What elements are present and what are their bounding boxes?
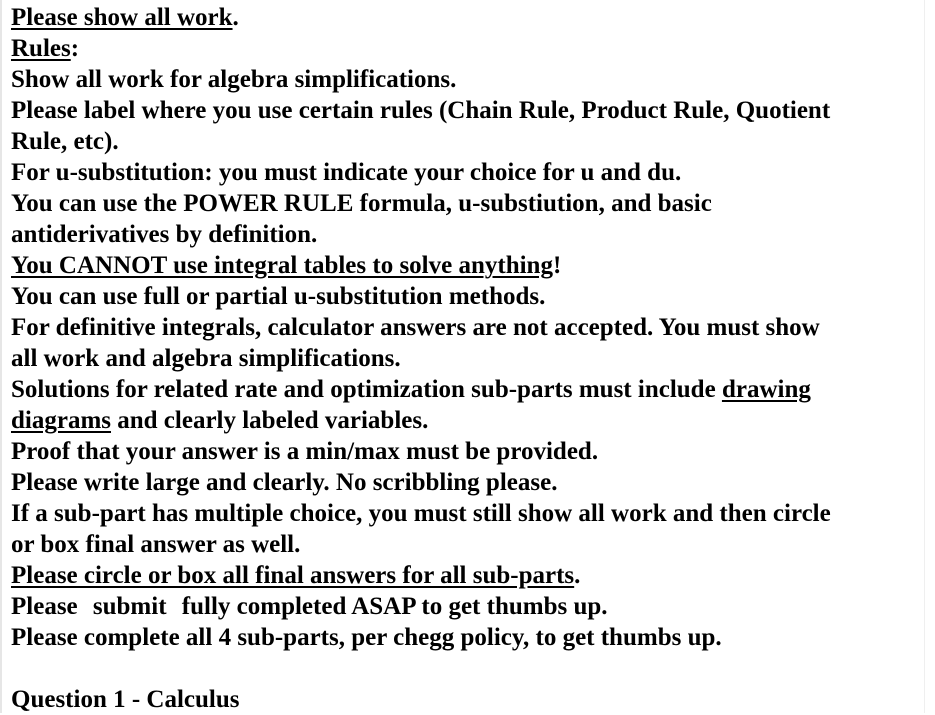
text: submit: [92, 593, 167, 620]
line-show-all-work: [11, 2, 929, 33]
text: Solutions for related rate and optimization sub-parts must include: [11, 376, 722, 403]
rule-min-max-proof: Proof that your answer is a min/max must be provided.: [11, 438, 599, 465]
rule-complete-subparts: Please complete all 4 sub-parts, per chegg policy, to get thumbs up.: [11, 624, 722, 651]
underlined-text: Please circle or box all final answers for all sub-parts: [11, 562, 575, 589]
text: !: [552, 252, 562, 279]
text: .: [574, 562, 581, 589]
rule-no-integral-tables: [11, 250, 929, 281]
instructions-document: [11, 2, 929, 715]
rule-multiple-choice-cont: or box final answer as well.: [11, 531, 301, 558]
rule-partial-u-sub: You can use full or partial u-substitution methods.: [11, 283, 546, 310]
line-rules-heading: [11, 33, 929, 64]
question-heading: Question 1 - Calculus: [11, 686, 240, 713]
rule-definite-integrals: For definitive integrals, calculator answers are not accepted. You must show: [11, 314, 820, 341]
underlined-text: diagrams: [11, 407, 111, 434]
underlined-text: drawing: [721, 376, 811, 403]
rule-power-rule: You can use the POWER RULE formula, u-substiution, and basic: [11, 190, 712, 217]
rules-heading: Rules: [11, 35, 71, 62]
underlined-text: Please show all work: [11, 4, 233, 31]
rule-related-rates-cont: [11, 405, 929, 436]
rule-definite-integrals-cont: all work and algebra simplifications.: [11, 345, 401, 372]
rule-algebra: Show all work for algebra simplifications.: [11, 66, 457, 93]
rule-label-rules-cont: Rule, etc).: [11, 128, 119, 155]
rule-related-rates: [11, 374, 929, 405]
blank-line: [11, 653, 929, 684]
rule-power-rule-cont: antiderivatives by definition.: [11, 221, 318, 248]
underlined-text: You CANNOT use integral tables to solve anything: [11, 252, 553, 279]
text: Please: [11, 593, 78, 620]
rule-label-rules: Please label where you use certain rules (Chain Rule, Product Rule, Quotient: [11, 97, 831, 124]
rule-submit-asap: [11, 591, 929, 622]
rule-u-substitution: For u-substitution: you must indicate your choice for u and du.: [11, 159, 682, 186]
rule-write-clearly: Please write large and clearly. No scribbling please.: [11, 469, 558, 496]
text: .: [232, 4, 239, 31]
rule-multiple-choice: If a sub-part has multiple choice, you must still show all work and then circle: [11, 500, 831, 527]
rule-circle-answers: [11, 560, 929, 591]
text: and clearly labeled variables.: [111, 407, 429, 434]
text: :: [70, 35, 80, 62]
text: fully completed ASAP to get thumbs up.: [181, 593, 608, 620]
left-edge-divider: [0, 0, 2, 713]
